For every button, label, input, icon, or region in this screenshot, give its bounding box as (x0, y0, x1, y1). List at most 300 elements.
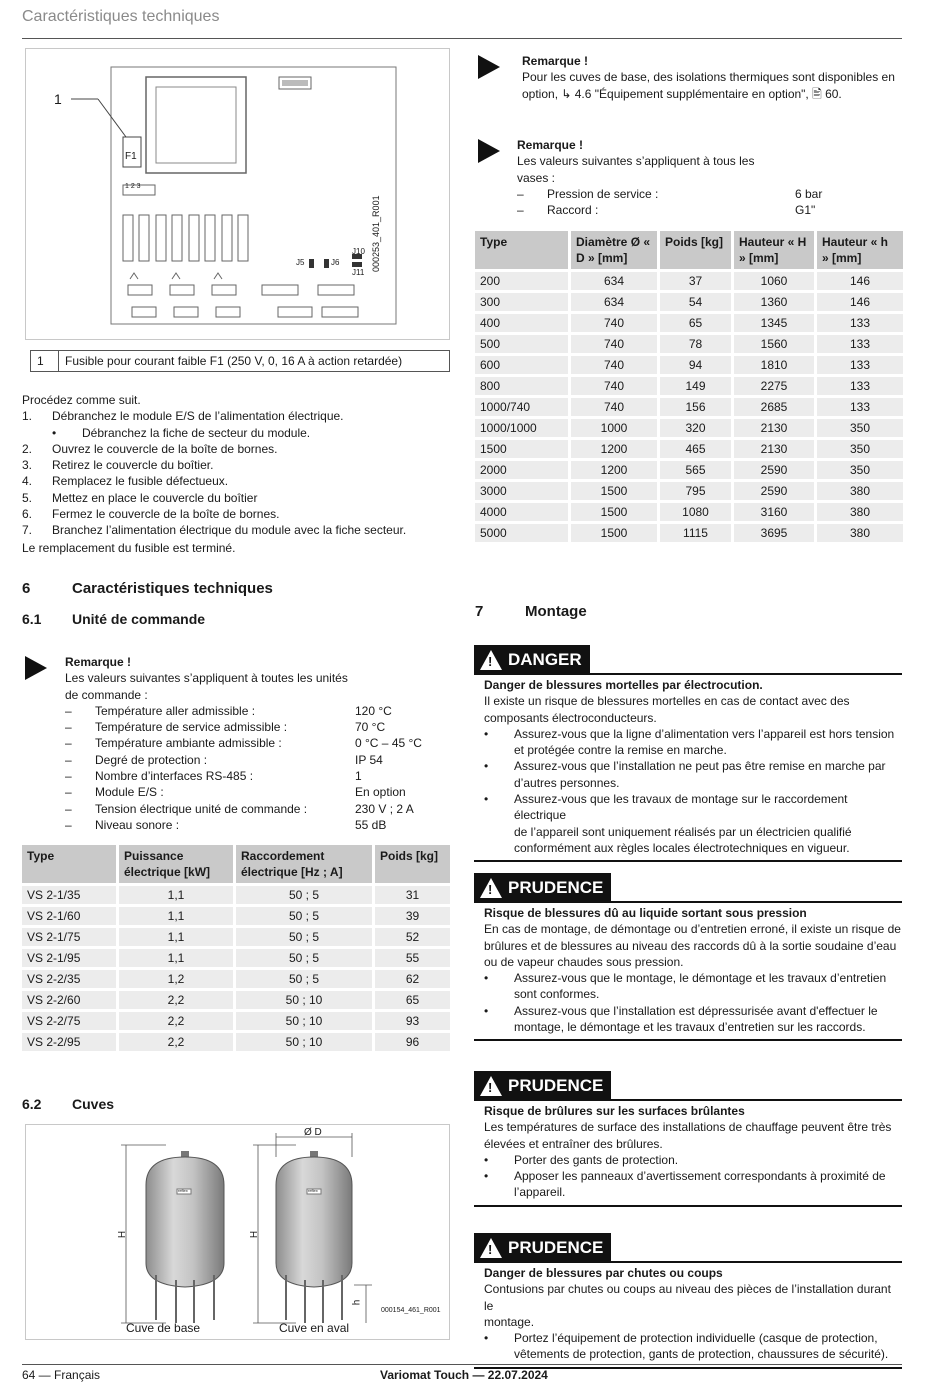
bullet: • (484, 1152, 489, 1167)
step-number: 6. (22, 507, 33, 522)
table-cell: 600 (475, 356, 568, 377)
table-cell: VS 2-1/60 (22, 907, 116, 928)
diameter-label: Ø D (304, 1127, 322, 1138)
warning-bullet-text: sont conformes. (514, 987, 600, 1002)
warning-text: montage. (484, 1314, 535, 1329)
spec-row (65, 703, 455, 719)
warning-title: Risque de blessures dû au liquide sortant sous pression (484, 906, 807, 920)
note-vessels (478, 137, 902, 218)
warning-text: brûlures et de blessures au niveau des raccords dû à la sortie soudaine d’eau (484, 938, 897, 953)
table-cell: 1500 (571, 524, 657, 545)
warning-bullet-text: d’autres personnes. (514, 775, 620, 790)
warning-text: élevées et entraîner des brûlures. (484, 1136, 663, 1151)
bullet: • (52, 425, 57, 440)
spec-value: G1" (795, 203, 816, 218)
callout-number: 1 (54, 91, 62, 107)
table-cell: 133 (817, 314, 903, 335)
warning-triangle-icon: ! (480, 1076, 502, 1096)
table-cell: 2000 (475, 461, 568, 482)
warning-bullet (484, 726, 902, 759)
dash: – (65, 720, 72, 735)
legend-number: 1 (31, 351, 59, 371)
table-cell: 39 (375, 907, 450, 928)
page-header-title: Caractéristiques techniques (22, 8, 220, 25)
warning-body (474, 1263, 902, 1363)
warning-bullet (484, 758, 902, 791)
table-cell: 50 ; 10 (236, 991, 372, 1012)
column-header: Diamètre Ø « D » [mm] (571, 231, 657, 272)
spec-row (65, 801, 455, 817)
table-cell: 78 (660, 335, 731, 356)
table-row (475, 482, 903, 503)
note-text: Les valeurs suivantes s’appliquent à toutes les unités (65, 671, 348, 686)
table-cell: 133 (817, 398, 903, 419)
spec-key: Température aller admissible : (95, 703, 256, 718)
note-title: Remarque ! (517, 138, 584, 152)
table-cell: 4000 (475, 503, 568, 524)
table-cell: 31 (375, 886, 450, 907)
spec-value: 0 °C – 45 °C (355, 736, 422, 751)
table-cell: 1,1 (119, 928, 233, 949)
warning-text: Contusions par chutes ou coups au niveau des pièces de l’installation durant le (484, 1282, 891, 1313)
table-row (475, 461, 903, 482)
spec-row (517, 202, 897, 218)
table-row (475, 314, 903, 335)
step (22, 408, 462, 424)
table-cell: 149 (660, 377, 731, 398)
footer-divider (22, 1364, 902, 1365)
warning-bullet-text: Portez l’équipement de protection individuelle (casque de protection, (514, 1331, 878, 1346)
table-cell: 1500 (571, 503, 657, 524)
step-text: Mettez en place le couvercle du boîtier (52, 490, 258, 505)
table-cell: 146 (817, 272, 903, 293)
section-6-1-heading (22, 611, 205, 627)
table-cell: 1,1 (119, 949, 233, 970)
table-cell: 1000 (571, 419, 657, 440)
table-cell: 1115 (660, 524, 731, 545)
warning-bullet-text: Porter des gants de protection. (514, 1152, 679, 1167)
warning-end-rule (474, 1039, 902, 1041)
table-row (475, 377, 903, 398)
table-header-row (475, 231, 903, 272)
dash: – (65, 801, 72, 816)
warning-label-text: PRUDENCE (508, 877, 604, 897)
warning-body (474, 903, 902, 1035)
spec-row (65, 817, 455, 833)
section-title: Cuves (72, 1096, 115, 1112)
step-text: Fermez le couvercle de la boîte de bornes. (52, 507, 280, 522)
table-cell: 1000/1000 (475, 419, 568, 440)
step-number: 3. (22, 458, 33, 473)
table-cell: 350 (817, 440, 903, 461)
table-cell: 1,2 (119, 970, 233, 991)
note-arrow-icon (25, 656, 47, 680)
table-row (22, 886, 450, 907)
spec-key: Degré de protection : (95, 752, 208, 767)
table-cell: 740 (571, 377, 657, 398)
warning-bullet-text: l’appareil. (514, 1185, 566, 1200)
bullet: • (484, 1331, 489, 1346)
warning-bullet (484, 791, 902, 856)
section-number: 7 (475, 603, 484, 620)
table-cell: 320 (660, 419, 731, 440)
table-cell: 1560 (734, 335, 814, 356)
table-cell: 2590 (734, 482, 814, 503)
spec-value: 120 °C (355, 703, 392, 718)
table-row (22, 970, 450, 991)
spec-key: Nombre d’interfaces RS-485 : (95, 769, 254, 784)
table-cell: VS 2-1/75 (22, 928, 116, 949)
height-label-right: H (249, 1230, 261, 1239)
warning-end-rule (474, 1205, 902, 1207)
bullet: • (484, 1003, 489, 1018)
table-header-row (22, 845, 450, 886)
table-cell: 500 (475, 335, 568, 356)
brand-plate-left: reflex (178, 1188, 188, 1193)
warning-label-text: DANGER (508, 649, 582, 669)
column-header: Puissance électrique [kW] (119, 845, 233, 886)
figure-code: 000253_401_R001 (371, 195, 381, 272)
table-cell: 93 (375, 1012, 450, 1033)
table-cell: 465 (660, 440, 731, 461)
bullet: • (484, 726, 489, 741)
table-cell: 52 (375, 928, 450, 949)
warning-bullet-text: Assurez-vous que les travaux de montage sur le raccordement électrique (514, 792, 848, 823)
warning-bullet-text: vêtements de protection, gants de protection, chaussures de sécurité). (514, 1347, 889, 1362)
warning-box (474, 1071, 902, 1207)
footer-page: 64 — Français (22, 1368, 101, 1382)
warning-label (474, 873, 611, 901)
table-row (475, 335, 903, 356)
dash: – (517, 203, 524, 218)
step-number: 7. (22, 523, 33, 538)
spec-row (65, 752, 455, 768)
note-text: Pour les cuves de base, des isolations thermiques sont disponibles en (522, 70, 895, 85)
table-cell: VS 2-2/75 (22, 1012, 116, 1033)
table-row (475, 398, 903, 419)
spec-key: Pression de service : (547, 186, 659, 201)
circuit-board-drawing (26, 49, 451, 341)
table-cell: 65 (375, 991, 450, 1012)
spec-value: 70 °C (355, 720, 386, 735)
table-cell: 1060 (734, 272, 814, 293)
fuse-label: F1 (125, 151, 137, 162)
table-cell: 380 (817, 482, 903, 503)
vessels-table (472, 231, 906, 545)
jumper-j6-label: J6 (331, 258, 340, 267)
table-cell: 350 (817, 419, 903, 440)
spec-key: Raccord : (547, 203, 599, 218)
table-cell: 62 (375, 970, 450, 991)
warning-title: Risque de brûlures sur les surfaces brûlantes (484, 1104, 745, 1118)
warning-label (474, 645, 590, 673)
spec-row (517, 186, 897, 202)
section-6-2-heading (22, 1096, 114, 1112)
table-row (475, 503, 903, 524)
table-cell: 65 (660, 314, 731, 335)
control-unit-table (19, 845, 453, 1054)
table-cell: 133 (817, 377, 903, 398)
warning-bullet (484, 1152, 902, 1168)
small-height-label: h (351, 1299, 363, 1306)
step-text: Débranchez le module E/S de l’alimentation électrique. (52, 409, 344, 424)
warning-text: En cas de montage, de démontage ou d’entretien erroné, il existe un risque de (484, 922, 901, 937)
table-row (22, 907, 450, 928)
warning-bullet-text: Assurez-vous que l’installation ne peut pas être remise en marche par (514, 759, 886, 774)
note-arrow-icon (478, 55, 500, 79)
step-text: Retirez le couvercle du boîtier. (52, 458, 214, 473)
warning-label (474, 1071, 611, 1099)
table-cell: 133 (817, 335, 903, 356)
table-cell: 380 (817, 524, 903, 545)
caption-base-vessel: Cuve de base (126, 1321, 201, 1335)
table-row (475, 272, 903, 293)
note-arrow-icon (478, 139, 500, 163)
control-unit-table-body (22, 886, 450, 1054)
warning-triangle-icon: ! (480, 1238, 502, 1258)
bullet: • (484, 792, 489, 807)
section-7-heading (475, 603, 587, 620)
brand-plate-right: reflex (308, 1188, 318, 1193)
table-row (22, 949, 450, 970)
step (22, 490, 462, 506)
warning-end-rule (474, 860, 902, 862)
step (22, 506, 462, 522)
table-cell: 1000/740 (475, 398, 568, 419)
spec-row (65, 735, 455, 751)
table-cell: VS 2-2/60 (22, 991, 116, 1012)
jumper-j10-label: J10 (352, 247, 365, 256)
warning-text: ou de vapeur chaudes sous pression. (484, 954, 684, 969)
table-row (22, 1012, 450, 1033)
table-cell: 54 (660, 293, 731, 314)
table-cell: 146 (817, 293, 903, 314)
section-title: Unité de commande (72, 611, 206, 627)
warning-box (474, 645, 902, 862)
table-cell: 1810 (734, 356, 814, 377)
table-cell: 3695 (734, 524, 814, 545)
table-cell: 400 (475, 314, 568, 335)
spec-value: 6 bar (795, 186, 823, 201)
table-cell: 2275 (734, 377, 814, 398)
table-cell: 350 (817, 461, 903, 482)
warning-text: Les températures de surface des installations de chauffage peuvent être très (484, 1120, 892, 1135)
table-cell: 634 (571, 293, 657, 314)
vessels-table-body (475, 272, 903, 545)
section-number: 6 (22, 580, 31, 597)
spec-key: Tension électrique unité de commande : (95, 801, 308, 816)
spec-key: Module E/S : (95, 785, 164, 800)
table-cell: 1080 (660, 503, 731, 524)
table-cell: 740 (571, 356, 657, 377)
dash: – (65, 703, 72, 718)
table-row (475, 419, 903, 440)
bullet: • (484, 759, 489, 774)
table-cell: 1500 (571, 482, 657, 503)
table-cell: 1345 (734, 314, 814, 335)
warning-bullet (484, 1003, 902, 1036)
table-cell: 50 ; 10 (236, 1033, 372, 1054)
table-cell: 634 (571, 272, 657, 293)
column-header: Hauteur « H » [mm] (734, 231, 814, 272)
warning-text: Il existe un risque de blessures mortelles en cas de contact avec des (484, 694, 850, 709)
column-header: Poids [kg] (375, 845, 450, 886)
control-unit-table-wrap (19, 845, 453, 1054)
table-cell: 55 (375, 949, 450, 970)
vessels-table-wrap (472, 231, 906, 545)
dash: – (65, 817, 72, 832)
warning-bullet-text: Assurez-vous que l’installation est dépressurisée avant d'effectuer le (514, 1003, 878, 1018)
spec-value: IP 54 (355, 752, 383, 767)
warning-bullet-text: et protégée contre la remise en marche. (514, 743, 727, 758)
section-number: 6.2 (22, 1096, 42, 1112)
table-cell: 2130 (734, 419, 814, 440)
table-row (475, 356, 903, 377)
warning-bullet (484, 1330, 902, 1363)
note-control-unit (25, 654, 455, 833)
figure-legend (30, 350, 450, 372)
step-text: Ouvrez le couvercle de la boîte de bornes. (52, 441, 278, 456)
column-header: Hauteur « h » [mm] (817, 231, 903, 272)
warning-label-text: PRUDENCE (508, 1075, 604, 1095)
table-cell: 565 (660, 461, 731, 482)
table-cell: 1200 (571, 440, 657, 461)
dash: – (517, 186, 524, 201)
table-cell: 1,1 (119, 886, 233, 907)
column-header: Type (22, 845, 116, 886)
table-cell: VS 2-1/35 (22, 886, 116, 907)
section-6-heading (22, 580, 273, 597)
table-row (475, 293, 903, 314)
table-row (22, 991, 450, 1012)
warning-bullet-text: Assurez-vous que la ligne d’alimentation vers l’appareil est hors tension (514, 726, 895, 741)
height-label-left: H (117, 1230, 129, 1239)
table-row (22, 1033, 450, 1054)
table-cell: 133 (817, 356, 903, 377)
step-number: 2. (22, 441, 33, 456)
step (22, 473, 462, 489)
warning-label-text: PRUDENCE (508, 1237, 604, 1257)
table-cell: 740 (571, 314, 657, 335)
table-cell: 2685 (734, 398, 814, 419)
jumper-j5-label: J5 (296, 258, 305, 267)
warning-bullet (484, 1168, 902, 1201)
spec-row (65, 768, 455, 784)
spec-value: 1 (355, 769, 362, 784)
table-cell: 2,2 (119, 1033, 233, 1054)
step-number: 1. (22, 409, 33, 424)
table-cell: 1200 (571, 461, 657, 482)
table-cell: 156 (660, 398, 731, 419)
vessels-figure (25, 1124, 450, 1340)
column-header: Raccordement électrique [Hz ; A] (236, 845, 372, 886)
table-cell: 50 ; 5 (236, 928, 372, 949)
note-title: Remarque ! (522, 54, 589, 68)
section-title: Montage (525, 603, 587, 620)
table-cell: 94 (660, 356, 731, 377)
warning-bullet-text: conformément aux règles locales électrotechniques en vigueur. (514, 840, 850, 855)
note-title: Remarque ! (65, 655, 132, 669)
warning-triangle-icon: ! (480, 878, 502, 898)
caption-downstream-vessel: Cuve en aval (279, 1321, 350, 1335)
warning-bullet (484, 970, 902, 1003)
spec-value: 230 V ; 2 A (355, 801, 414, 816)
warning-bullet-text: Assurez-vous que le montage, le démontage et les travaux d’entretien (514, 971, 887, 986)
note-text: vases : (517, 170, 556, 185)
table-cell: 2590 (734, 461, 814, 482)
table-cell: 1500 (475, 440, 568, 461)
header-divider (22, 38, 902, 39)
warning-title: Danger de blessures mortelles par électrocution. (484, 678, 763, 692)
spec-key: Température ambiante admissible : (95, 736, 282, 751)
terminal-numbers: 1 2 3 (125, 183, 141, 190)
dash: – (65, 785, 72, 800)
dash: – (65, 736, 72, 751)
section-number: 6.1 (22, 611, 42, 627)
spec-value: En option (355, 785, 406, 800)
warning-bullet-text: montage, le démontage et les travaux d’entretien sur les raccords. (514, 1020, 866, 1035)
procedure-intro: Procédez comme suit. (22, 393, 141, 407)
warning-title: Danger de blessures par chutes ou coups (484, 1266, 723, 1280)
step-number: 5. (22, 490, 33, 505)
step (22, 441, 462, 457)
spec-key: Niveau sonore : (95, 817, 180, 832)
note-insulation (478, 53, 902, 102)
dash: – (65, 752, 72, 767)
warning-bullet-text: Apposer les panneaux d’avertissement correspondants à proximité de (514, 1169, 886, 1184)
note-text: Les valeurs suivantes s’appliquent à tous les (517, 154, 755, 169)
table-cell: 50 ; 5 (236, 970, 372, 991)
table-cell: VS 2-1/95 (22, 949, 116, 970)
table-cell: 2,2 (119, 991, 233, 1012)
table-cell: 50 ; 5 (236, 907, 372, 928)
warning-body (474, 1101, 902, 1201)
table-cell: 5000 (475, 524, 568, 545)
table-cell: 740 (571, 335, 657, 356)
table-cell: 380 (817, 503, 903, 524)
bullet: • (484, 1169, 489, 1184)
table-cell: 50 ; 10 (236, 1012, 372, 1033)
step (22, 457, 462, 473)
note-text: option, ↳ 4.6 "Équipement supplémentaire en option", 🖹 60. (522, 86, 842, 101)
table-cell: 795 (660, 482, 731, 503)
legend-text: Fusible pour courant faible F1 (250 V, 0, 16 A à action retardée) (65, 354, 403, 368)
table-cell: VS 2-2/95 (22, 1033, 116, 1054)
step-number: 4. (22, 474, 33, 489)
table-cell: 1,1 (119, 907, 233, 928)
section-title: Caractéristiques techniques (72, 580, 273, 597)
table-row (22, 928, 450, 949)
column-header: Type (475, 231, 568, 272)
table-cell: 2130 (734, 440, 814, 461)
table-cell: 300 (475, 293, 568, 314)
table-cell: 200 (475, 272, 568, 293)
table-cell: 1360 (734, 293, 814, 314)
table-cell: 50 ; 5 (236, 949, 372, 970)
spec-value: 55 dB (355, 817, 387, 832)
table-cell: VS 2-2/35 (22, 970, 116, 991)
column-header: Poids [kg] (660, 231, 731, 272)
table-cell: 3160 (734, 503, 814, 524)
table-row (475, 440, 903, 461)
jumper-j11-label: J11 (352, 268, 365, 277)
procedure (22, 392, 462, 556)
note-text: de commande : (65, 687, 148, 702)
table-cell: 50 ; 5 (236, 886, 372, 907)
step (22, 522, 462, 538)
spec-row (65, 719, 455, 735)
warning-bullet-text: de l’appareil sont uniquement réalisés par un électricien qualifié (514, 824, 852, 839)
